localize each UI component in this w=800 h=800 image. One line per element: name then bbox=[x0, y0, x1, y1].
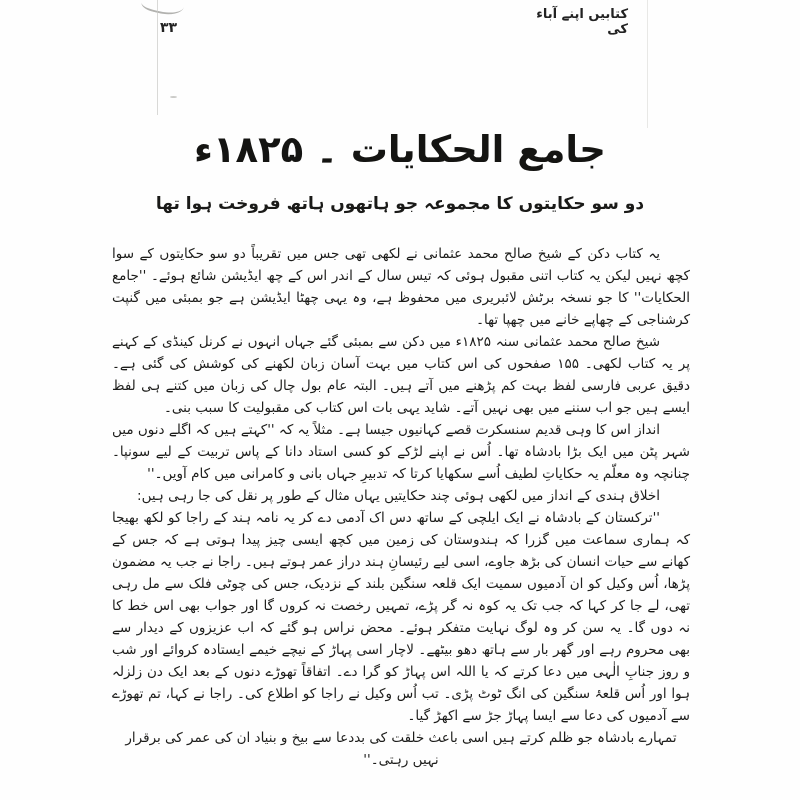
body-paragraph-1: یہ کتاب دکن کے شیخ صالح محمد عثمانی نے لکھی تھی جس میں تقریباً دو سو حکایتوں کے سوا کچھ نہیں لیکن یہ کتاب اتنی مقبول ہوئی کہ تیس سال کے اندر اس کے چھ ایڈیشن شائع ہوئے۔ ''جامع الحکایات'' کا جو نسخہ برٹش لائبریری میں محفوظ ہے، وہ یہی چھٹا ایڈیشن ہے جو بمبئی میں گنپت کرشناجی کے چھاپے خانے میں چھپا تھا۔ bbox=[112, 246, 690, 328]
scan-fold-line-right bbox=[647, 0, 648, 128]
running-header: کتابیں اپنے آباء کی bbox=[536, 7, 628, 37]
body-paragraph-4: اخلاق ہندی کے انداز میں لکھی ہوئی چند حکایتیں یہاں مثال کے طور پر نقل کی جا رہی ہیں: bbox=[137, 488, 660, 504]
body-paragraph-6-closing-line: تمہارے بادشاہ جو ظلم کرتے ہیں اسی باعث خلقت کی بددعا سے بیخ و بنیاد ان کی عمر کی برقرار نہیں رہتی۔'' bbox=[125, 730, 677, 768]
body-text bbox=[112, 243, 690, 771]
body-paragraph-3: انداز اس کا وہی قدیم سنسکرت قصے کہانیوں جیسا ہے۔ مثلاً یہ کہ ''کہتے ہیں کہ اگلے دنوں میں شہر پٹن میں ایک بڑا بادشاہ تھا۔ اُس نے اپنے لڑکے کو کسی استاد دانا کے پاس تربیت کے لیے سونپا۔ چنانچہ وہ معلّم یہ حکایاتِ لطیف اُسے سکھایا کرتا کہ تدبیرِ جہاں بانی و کامرانی میں کام آویں۔'' bbox=[112, 422, 690, 482]
body-paragraph-2: شیخ صالح محمد عثمانی سنہ ۱۸۲۵ء میں دکن سے بمبئی گئے جہاں انہوں نے کرنل کینڈی کے کہنے پر یہ کتاب لکھی۔ ۱۵۵ صفحوں کی اس کتاب میں بہت آسان زبان لکھنے کی کوشش کی گئی ہے۔ دقیق عربی فارسی لفظ بہت کم پڑھنے میں آتے ہیں۔ البتہ عام بول چال کی زبان میں کتنے ہی لفظ ایسے ہیں جو اب سننے میں بھی نہیں آتے۔ شاید یہی بات اس کتاب کی مقبولیت کا سبب بنی۔ bbox=[112, 334, 690, 416]
chapter-title: جامع الحکایات ۔ ۱۸۲۵ء bbox=[194, 128, 606, 171]
body-paragraph-5-quote: ''ترکستان کے بادشاہ نے ایک ایلچی کے ساتھ دس اک آدمی دے کر یہ نامہ ہند کے راجا کو لکھ بھیجا کہ ہماری سماعت میں گزرا کہ ہندوستان کی زمین میں کچھ ایسی چیز پیدا ہوتی ہے کہ جس کے کھانے سے حیات انسان کی بڑھ جاوے، اسی لیے رئیسانِ ہند دراز عمر ہوتے ہیں۔ راجا نے جب یہ مضمون پڑھا، اُس وکیل کو ان آدمیوں سمیت ایک قلعہ سنگین بلند کے نزدیک، جس کی چوٹی فلک سے مل رہی تھی، لے جا کر کہا کہ جب تک یہ کوہ نہ گر پڑے، تمہیں رخصت نہ کروں گا اور جواب بھی اس خط کا نہ دوں گا۔ یہ سن کر وہ لوگ نہایت متفکر ہوئے۔ محض نراس ہو گئے کہ اب عزیزوں کے دیدار سے بھی محروم رہے اور گھر بار سے ہاتھ دھو بیٹھے۔ لاچار اسی پہاڑ کے نیچے خیمے ایستادہ کروائے اور شب و روز جنابِ الٰہی میں دعا کرتے کہ یا اللہ اس پہاڑ کو گرا دے۔ اتفاقاً تھوڑے دنوں کے بعد ایک دن زلزلہ ہوا اور اُس قلعۂ سنگین کی انگ ٹوٹ پڑی۔ تب اُس وکیل نے راجا کو اطلاع کی۔ راجا نے کہا، تم تھوڑے سے آدمیوں کی دعا سے ایسا پہاڑ جڑ سے اکھڑ گیا۔ bbox=[112, 510, 690, 724]
page-curl-artifact bbox=[140, 0, 186, 19]
scan-fold-line-left bbox=[157, 0, 158, 115]
title-block bbox=[0, 128, 800, 214]
chapter-subtitle: دو سو حکایتوں کا مجموعہ جو ہاتھوں ہاتھ فروخت ہوا تھا bbox=[155, 194, 645, 214]
scan-smudge-artifact bbox=[170, 96, 177, 98]
page-number: ۳۳ bbox=[160, 20, 178, 36]
